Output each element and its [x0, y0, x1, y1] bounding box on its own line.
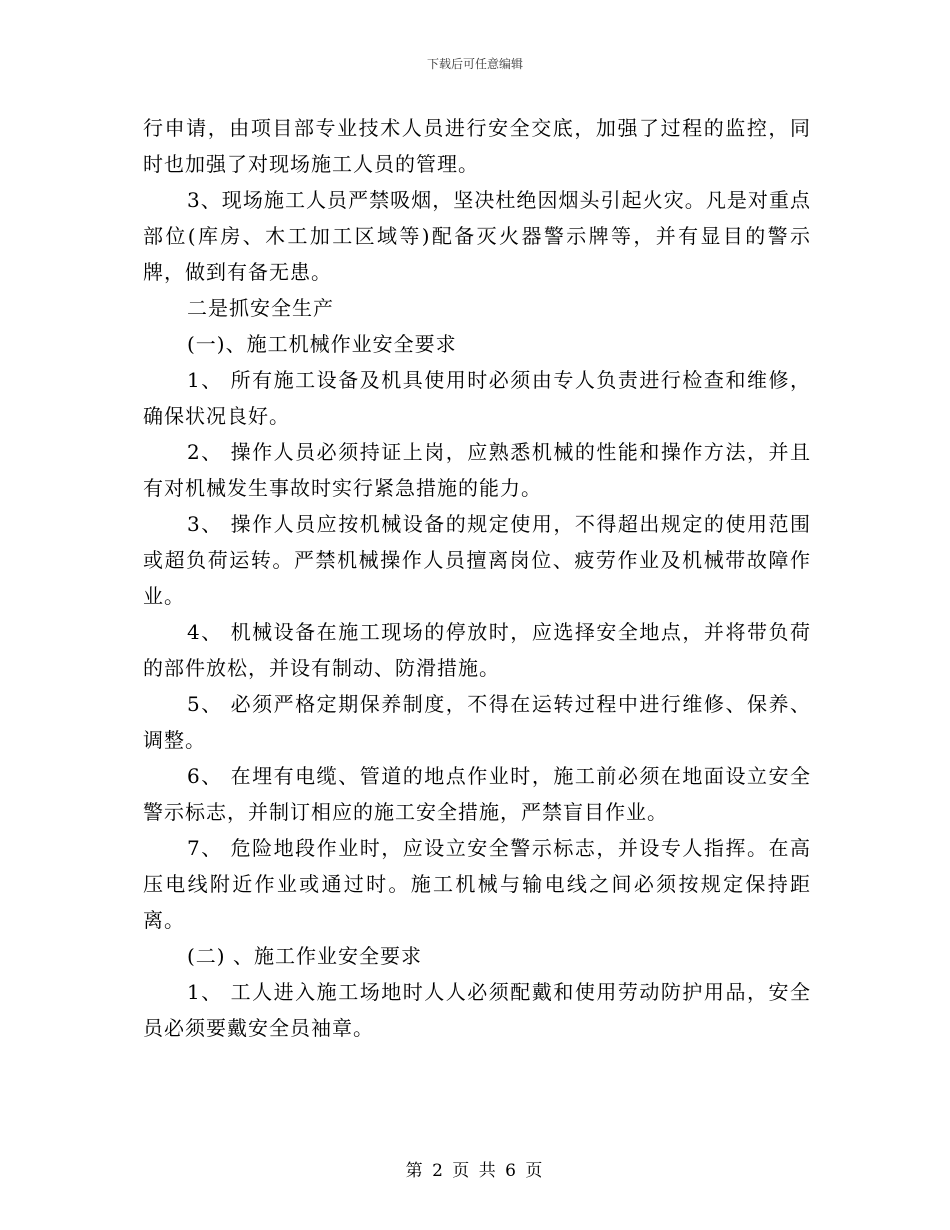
- paragraph-6: 2、 操作人员必须持证上岗，应熟悉机械的性能和操作方法，并且有对机械发生事故时实行紧急措施的能力。: [143, 440, 811, 500]
- paragraph-1: 行申请，由项目部专业技术人员进行安全交底，加强了过程的监控，同时也加强了对现场施工人员的管理。: [143, 116, 811, 176]
- paragraph-8: 4、 机械设备在施工现场的停放时，应选择安全地点，并将带负荷的部件放松，并设有制动、防滑措施。: [143, 620, 811, 680]
- paragraph-3: 二是抓安全生产: [187, 296, 334, 320]
- paragraph-4: (一)、施工机械作业安全要求: [187, 332, 457, 356]
- paragraph-9: 5、 必须严格定期保养制度，不得在运转过程中进行维修、保养、调整。: [143, 692, 811, 752]
- paragraph-5: 1、 所有施工设备及机具使用时必须由专人负责进行检查和维修，确保状况良好。: [143, 368, 811, 428]
- page-footer: 第 2 页 共 6 页: [405, 1161, 545, 1181]
- paragraph-13: 1、 工人进入施工场地时人人必须配戴和使用劳动防护用品，安全员必须要戴安全员袖章。: [143, 980, 811, 1040]
- paragraph-7: 3、 操作人员应按机械设备的规定使用，不得超出规定的使用范围或超负荷运转。严禁机械操作人员擅离岗位、疲劳作业及机械带故障作业。: [143, 512, 811, 608]
- paragraph-11: 7、 危险地段作业时，应设立安全警示标志，并设专人指挥。在高压电线附近作业或通过时。施工机械与输电线之间必须按规定保持距离。: [143, 836, 811, 932]
- paragraph-2: 3、现场施工人员严禁吸烟，坚决杜绝因烟头引起火灾。凡是对重点部位(库房、木工加工区域等)配备灭火器警示牌等，并有显目的警示牌，做到有备无患。: [143, 188, 811, 284]
- paragraph-12: (二) 、施工作业安全要求: [187, 944, 422, 968]
- paragraph-10: 6、 在埋有电缆、管道的地点作业时，施工前必须在地面设立安全警示标志，并制订相应的施工安全措施，严禁盲目作业。: [143, 764, 811, 824]
- page-header: 下载后可任意编辑: [426, 57, 523, 71]
- document-body: [143, 110, 811, 1046]
